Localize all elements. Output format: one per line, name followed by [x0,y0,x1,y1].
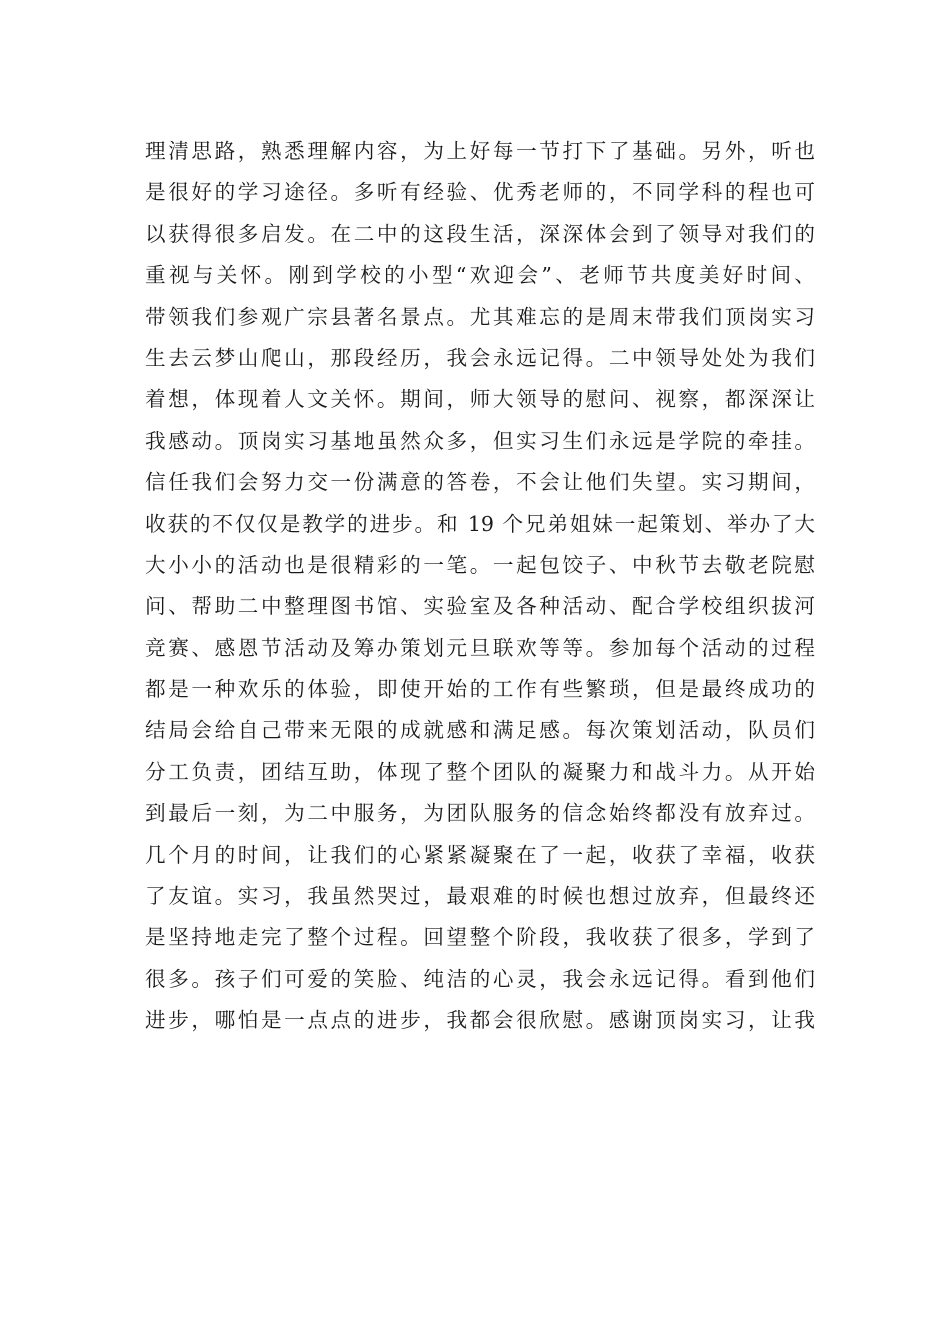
text-line-8: 我感动。顶岗实习基地虽然众多，但实习生们永远是学院的牵挂。 [145,428,815,453]
text-line-17: 到最后一刻，为二中服务，为团队服务的信念始终都没有放弃过。 [145,801,815,826]
text-line-19: 了友谊。实习，我虽然哭过，最艰难的时候也想过放弃，但最终还 [145,884,815,909]
text-line-10: 收获的不仅仅是教学的进步。和 19 个兄弟姐妹一起策划、举办了大 [145,511,815,536]
text-line-13: 竞赛、感恩节活动及筹办策划元旦联欢等等。参加每个活动的过程 [145,635,815,660]
body-paragraph [145,131,815,1042]
text-line-1: 理清思路，熟悉理解内容，为上好每一节打下了基础。另外，听也 [145,139,815,163]
text-line-3: 以获得很多启发。在二中的这段生活，深深体会到了领导对我们的 [145,221,815,246]
text-line-18: 几个月的时间，让我们的心紧紧凝聚在了一起，收获了幸福，收获 [145,842,815,867]
text-line-11: 大小小的活动也是很精彩的一笔。一起包饺子、中秋节去敬老院慰 [145,552,815,577]
text-line-7: 着想，体现着人文关怀。期间，师大领导的慰问、视察，都深深让 [145,387,815,412]
text-line-9: 信任我们会努力交一份满意的答卷，不会让他们失望。实习期间， [145,470,815,495]
text-line-2: 是很好的学习途径。多听有经验、优秀老师的，不同学科的程也可 [145,180,815,205]
text-line-21: 很多。孩子们可爱的笑脸、纯洁的心灵，我会永远记得。看到他们 [145,966,815,991]
text-line-16: 分工负责，团结互助，体现了整个团队的凝聚力和战斗力。从开始 [145,759,815,784]
text-line-15: 结局会给自己带来无限的成就感和满足感。每次策划活动，队员们 [145,718,815,743]
text-line-12: 问、帮助二中整理图书馆、实验室及各种活动、配合学校组织拔河 [145,594,815,619]
text-line-6: 生去云梦山爬山，那段经历，我会永远记得。二中领导处处为我们 [145,345,815,370]
text-line-5: 带领我们参观广宗县著名景点。尤其难忘的是周末带我们顶岗实习 [145,304,815,329]
text-line-4: 重视与关怀。刚到学校的小型“欢迎会”、老师节共度美好时间、 [145,263,815,288]
text-line-20: 是坚持地走完了整个过程。回望整个阶段，我收获了很多，学到了 [145,925,815,950]
text-line-14: 都是一种欢乐的体验，即使开始的工作有些繁琐，但是最终成功的 [145,677,815,702]
text-line-22: 进步，哪怕是一点点的进步，我都会很欣慰。感谢顶岗实习，让我 [145,1008,815,1033]
